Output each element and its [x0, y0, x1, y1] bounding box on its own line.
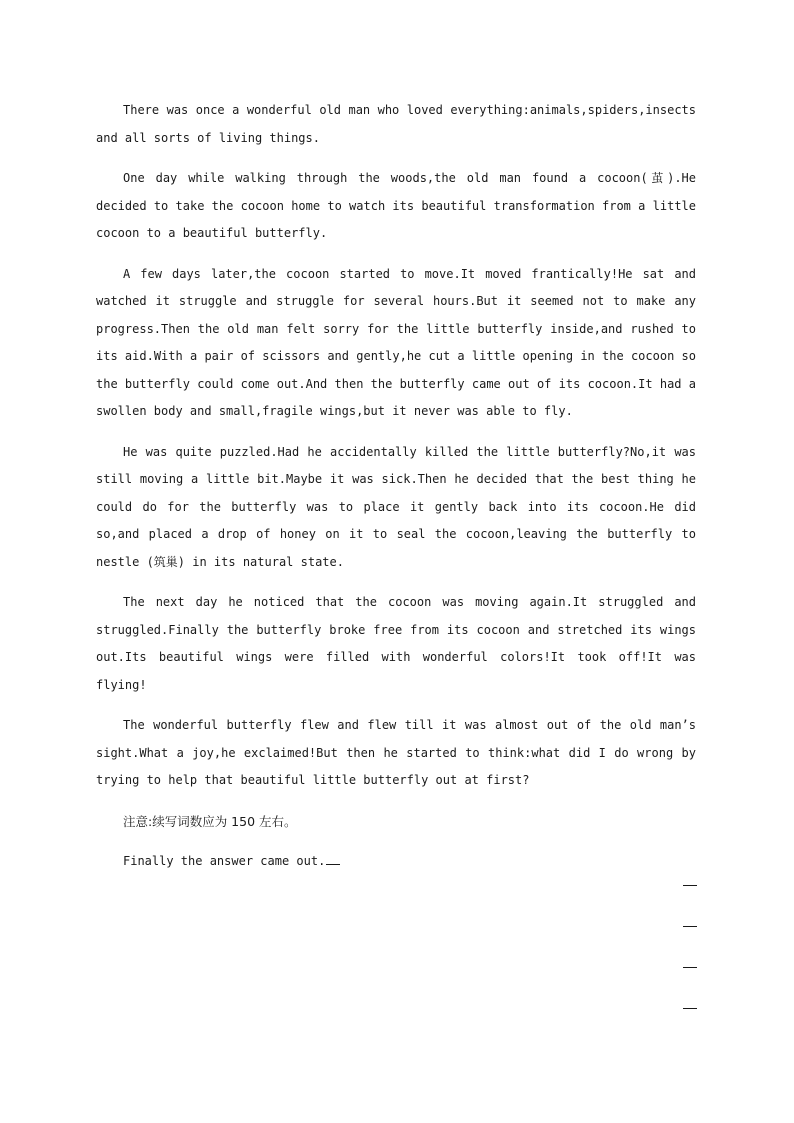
answer-line [683, 885, 697, 886]
paragraph-3: A few days later,the cocoon started to move.It moved frantically!He sat and watched it struggle and struggle for several hours.But it seemed not to make any progress.Then the old man felt sorry for the little butterfly inside,and rushed to its aid.With a pair of scissors and gently,he cut a little opening in the cocoon so the butterfly could come out.And then the butterfly came out of its cocoon.It had a swollen body and small,fragile wings,but it never was able to fly. [96, 266, 696, 418]
paragraph-2: One day while walking through the woods,the old man found a cocoon(茧).He decided to take the cocoon home to watch its beautiful transformation from a little cocoon to a beautiful butterfly. [96, 171, 696, 240]
answer-line [683, 926, 697, 927]
reading-passage [96, 97, 696, 876]
prompt-text: Finally the answer came out. [123, 854, 326, 868]
answer-line [683, 1008, 697, 1009]
paragraph-4: He was quite puzzled.Had he accidentally killed the little butterfly?No,it was still moving a little bit.Maybe it was sick.Then he decided that the best thing he could do for the butterfly was to place it gently back into its cocoon.He did so,and placed a drop of honey on it to seal the cocoon,leaving the butterfly to nestle (筑巢) in its natural state. [96, 444, 696, 569]
paragraph-6: The wonderful butterfly flew and flew till it was almost out of the old man’s sight.What a joy,he exclaimed!But then he started to think:what did I do wrong by trying to help that beautiful little butterfly out at first? [96, 718, 696, 787]
answer-blank-inline [326, 851, 340, 865]
continuation-prompt [96, 848, 696, 876]
paragraph-1: There was once a wonderful old man who loved everything:animals,spiders,insects and all sorts of living things. [96, 103, 696, 145]
paragraph-5: The next day he noticed that the cocoon was moving again.It struggled and struggled.Finally the butterfly broke free from its cocoon and stretched its wings out.Its beautiful wings were filled with wonderful colors!It took off!It was flying! [96, 595, 696, 692]
word-count-note: 注意:续写词数应为 150 左右。 [123, 813, 297, 829]
answer-line [683, 967, 697, 968]
